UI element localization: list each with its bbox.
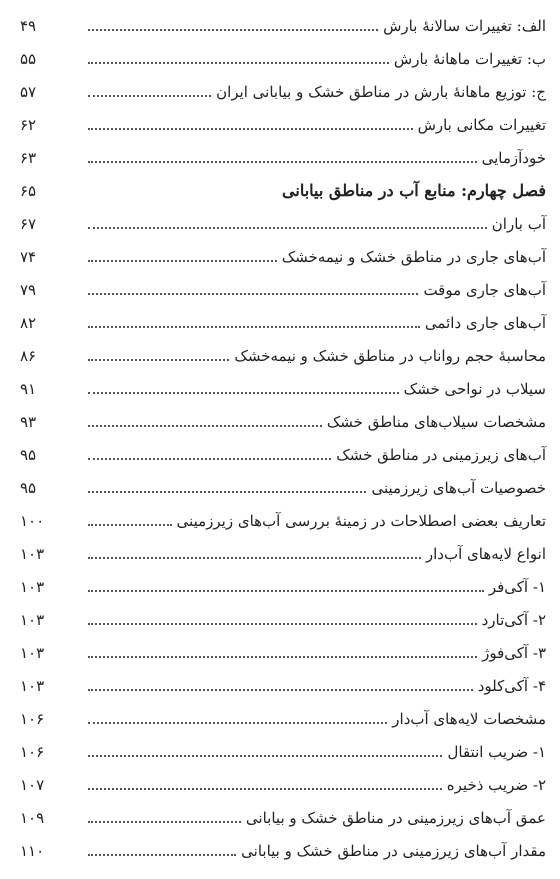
- toc-entry-title: آب‌های جاری موقت: [423, 281, 546, 299]
- toc-entry-page: ۷۹: [20, 281, 37, 299]
- toc-entry[interactable]: [0, 68, 560, 102]
- toc-entry-title: تغییرات مکانی بارش: [417, 116, 546, 134]
- toc-entry-page: ۱۰۰: [20, 512, 45, 530]
- toc-entry-page: ۵۵: [20, 50, 37, 68]
- toc-entry[interactable]: [0, 563, 560, 597]
- toc-entry-title: آب‌های جاری دائمی: [424, 314, 546, 332]
- toc-entry-page: ۶۳: [20, 149, 37, 167]
- leader-dots: [88, 392, 399, 394]
- toc-entry-page: ۸۶: [20, 347, 37, 365]
- toc-entry-title: ۳- آکی‌فوژ: [482, 644, 546, 662]
- toc-entry-page: ۵۷: [20, 83, 37, 101]
- toc-entry-title: ۴- آکی‌کلود: [477, 677, 546, 695]
- toc-entry-title: خودآزمایی: [481, 149, 546, 167]
- toc-entry-page: ۱۰۳: [20, 677, 45, 695]
- leader-dots: [88, 656, 477, 658]
- toc-entry-title: خصوصیات آب‌های زیرزمینی: [371, 479, 546, 497]
- leader-dots: [88, 359, 229, 361]
- toc-entry-page: ۱۱۰: [20, 842, 45, 860]
- toc-entry-title: سیلاب در نواحی خشک: [403, 380, 546, 398]
- toc-entry-page: ۸۲: [20, 314, 37, 332]
- toc-entry-title: ج: توزیع ماهانهٔ بارش در مناطق خشک و بیابانی ایران: [216, 83, 546, 101]
- leader-dots: [88, 227, 487, 229]
- leader-dots: [88, 491, 366, 493]
- leader-dots: [88, 524, 172, 526]
- toc-entry[interactable]: [0, 299, 560, 333]
- toc-entry[interactable]: [0, 2, 560, 36]
- toc-entry[interactable]: [0, 134, 560, 168]
- toc-entry[interactable]: [0, 365, 560, 399]
- toc-entry-page: ۷۴: [20, 248, 37, 266]
- leader-dots: [88, 755, 442, 757]
- toc-entry[interactable]: [0, 794, 560, 828]
- toc-entry[interactable]: [0, 200, 560, 234]
- toc-entry[interactable]: [0, 332, 560, 366]
- toc-entry[interactable]: [0, 266, 560, 300]
- toc-entry-title: ۲- ضریب ذخیره: [446, 776, 546, 794]
- toc-entry-title: انواع لایه‌های آب‌دار: [425, 545, 546, 563]
- toc-entry-page: ۱۰۳: [20, 545, 45, 563]
- toc-entry-page: ۱۰۷: [20, 776, 45, 794]
- toc-entry-title: مشخصات سیلاب‌های مناطق خشک: [326, 413, 546, 431]
- toc-entry-page: ۱۰۳: [20, 611, 45, 629]
- toc-entry-title: الف: تغییرات سالانهٔ بارش: [383, 17, 546, 35]
- toc-entry-title: عمق آب‌های زیرزمینی در مناطق خشک و بیابانی: [245, 809, 546, 827]
- leader-dots: [88, 161, 477, 163]
- leader-dots: [88, 722, 387, 724]
- toc-entry[interactable]: [0, 101, 560, 135]
- leader-dots: [88, 458, 331, 460]
- toc-entry-title: محاسبهٔ حجم رواناب در مناطق خشک و نیمه‌خشک: [234, 347, 546, 365]
- toc-entry[interactable]: [0, 596, 560, 630]
- chapter-page: ۶۵: [20, 182, 37, 200]
- toc-entry[interactable]: [0, 662, 560, 696]
- toc-chapter-heading[interactable]: [0, 167, 560, 201]
- toc-entry-title: ب: تغییرات ماهانهٔ بارش: [393, 50, 546, 68]
- toc-entry-title: مشخصات لایه‌های آب‌دار: [392, 710, 546, 728]
- leader-dots: [88, 425, 322, 427]
- toc-entry-title: تعاریف بعضی اصطلاحات در زمینهٔ بررسی آب‌های زیرزمینی: [176, 512, 546, 530]
- toc-entry[interactable]: [0, 695, 560, 729]
- toc-entry-page: ۴۹: [20, 17, 37, 35]
- leader-dots: [88, 590, 484, 592]
- toc-entry[interactable]: [0, 629, 560, 663]
- toc-entry-title: آب‌های جاری در مناطق خشک و نیمه‌خشک: [281, 248, 546, 266]
- toc-entry-page: ۱۰۶: [20, 743, 45, 761]
- toc-entry[interactable]: [0, 431, 560, 465]
- leader-dots: [88, 623, 477, 625]
- toc-entry[interactable]: [0, 35, 560, 69]
- toc-entry-page: ۱۰۳: [20, 578, 45, 596]
- leader-dots: [88, 854, 236, 856]
- leader-dots: [88, 788, 442, 790]
- toc-entry-page: ۱۰۳: [20, 644, 45, 662]
- toc-entry-title: ۱- آکی‌فر: [488, 578, 546, 596]
- toc-entry-page: ۹۵: [20, 479, 37, 497]
- leader-dots: [88, 821, 241, 823]
- toc-entry-page: ۱۰۶: [20, 710, 45, 728]
- leader-dots: [88, 293, 418, 295]
- toc-entry-title: آب باران: [491, 215, 546, 233]
- chapter-title: فصل چهارم: منابع آب در مناطق بیابانی: [282, 181, 546, 200]
- toc-entry-title: آب‌های زیرزمینی در مناطق خشک: [336, 446, 546, 464]
- toc-entry-page: ۹۱: [20, 380, 37, 398]
- leader-dots: [88, 260, 277, 262]
- toc-entry[interactable]: [0, 398, 560, 432]
- toc-entry-page: ۶۲: [20, 116, 37, 134]
- leader-dots: [88, 128, 413, 130]
- toc-entry[interactable]: [0, 728, 560, 762]
- toc-entry[interactable]: [0, 827, 560, 861]
- toc-entry-title: ۲- آکی‌تارد: [481, 611, 546, 629]
- toc-entry[interactable]: [0, 530, 560, 564]
- leader-dots: [88, 326, 420, 328]
- toc-entry-page: ۹۵: [20, 446, 37, 464]
- toc-entry[interactable]: [0, 497, 560, 531]
- toc-entry[interactable]: [0, 233, 560, 267]
- toc-entry-page: ۹۳: [20, 413, 37, 431]
- leader-gap: [88, 194, 277, 196]
- leader-dots: [88, 95, 211, 97]
- toc-entry[interactable]: [0, 464, 560, 498]
- toc-entry-page: ۶۷: [20, 215, 37, 233]
- leader-dots: [88, 62, 389, 64]
- leader-dots: [88, 557, 421, 559]
- toc-entry-title: ۱- ضریب انتقال: [447, 743, 546, 761]
- leader-dots: [88, 689, 473, 691]
- leader-dots: [88, 29, 378, 31]
- toc-entry[interactable]: [0, 761, 560, 795]
- toc-entry-page: ۱۰۹: [20, 809, 45, 827]
- toc-entry-title: مقدار آب‌های زیرزمینی در مناطق خشک و بیابانی: [241, 842, 546, 860]
